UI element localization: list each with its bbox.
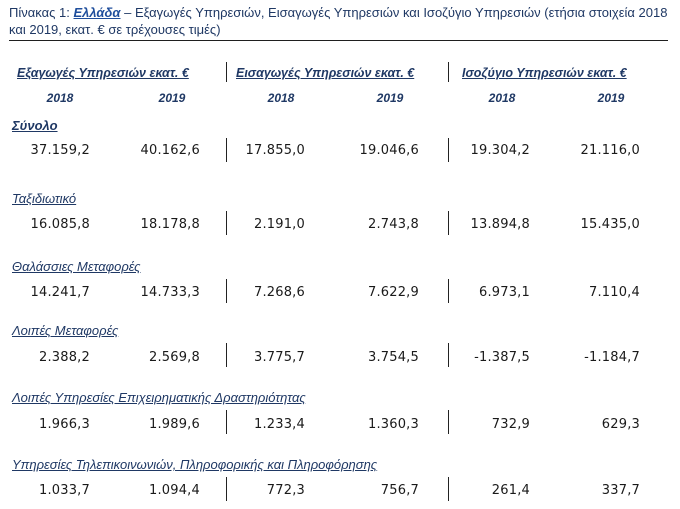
cell-value: 14.241,7: [30, 285, 90, 300]
cell-value: 772,3: [266, 483, 305, 498]
cell-value: 1.966,3: [38, 417, 90, 432]
year-exports-2019: 2019: [158, 91, 186, 105]
cell-value: 17.855,0: [245, 143, 305, 158]
header-separator: [448, 62, 449, 82]
header-exports: Εξαγωγές Υπηρεσιών εκατ. €: [17, 66, 189, 80]
row-label-travel: Ταξιδιωτικό: [12, 191, 77, 206]
row-label-other-business-services: Λοιπές Υπηρεσίες Επιχειρηματικής Δραστηριότητας: [12, 390, 306, 405]
cell-value: 7.268,6: [253, 285, 305, 300]
caption-text: – Εξαγωγές Υπηρεσιών, Εισαγωγές Υπηρεσιών και Ισοζύγιο Υπηρεσιών (ετήσια στοιχεία 2018 και 2019, εκατ. € σε τρέχουσες τιμές): [9, 5, 668, 37]
cell-value: 732,9: [491, 417, 530, 432]
cell-value: 1.094,4: [148, 483, 200, 498]
cell-value: 337,7: [601, 483, 640, 498]
caption-country: Ελλάδα: [73, 5, 121, 20]
cell-value: 261,4: [491, 483, 530, 498]
cell-value: 15.435,0: [580, 217, 640, 232]
cell-value: -1.184,7: [584, 350, 640, 365]
cell-value: 3.754,5: [367, 350, 419, 365]
header-separator: [226, 62, 227, 82]
cell-value: 21.116,0: [580, 143, 640, 158]
year-balance-2018: 2018: [488, 91, 516, 105]
cell-value: 14.733,3: [140, 285, 200, 300]
cell-value: 2.569,8: [148, 350, 200, 365]
header-balance: Ισοζύγιο Υπηρεσιών εκατ. €: [462, 66, 627, 80]
cell-value: 19.046,6: [359, 143, 419, 158]
cell-value: 1.233,4: [253, 417, 305, 432]
row-label-sea-transport: Θαλάσσιες Μεταφορές: [12, 259, 141, 274]
cell-value: 1.360,3: [367, 417, 419, 432]
cell-value: 6.973,1: [478, 285, 530, 300]
cell-value: 7.622,9: [367, 285, 419, 300]
cell-value: 2.743,8: [367, 217, 419, 232]
table-caption: [9, 4, 669, 38]
cell-value: 1.989,6: [148, 417, 200, 432]
header-imports: Εισαγωγές Υπηρεσιών εκατ. €: [236, 66, 415, 80]
cell-value: 13.894,8: [470, 217, 530, 232]
cell-value: 2.191,0: [253, 217, 305, 232]
cell-value: 3.775,7: [253, 350, 305, 365]
row-label-total: Σύνολο: [12, 118, 58, 133]
cell-value: 16.085,8: [30, 217, 90, 232]
cell-value: 40.162,6: [140, 143, 200, 158]
cell-value: 19.304,2: [470, 143, 530, 158]
year-balance-2019: 2019: [597, 91, 625, 105]
cell-value: 2.388,2: [38, 350, 90, 365]
cell-value: 18.178,8: [140, 217, 200, 232]
year-imports-2018: 2018: [267, 91, 295, 105]
cell-value: 629,3: [601, 417, 640, 432]
cell-value: 37.159,2: [30, 143, 90, 158]
row-label-other-transport: Λοιπές Μεταφορές: [12, 323, 119, 338]
cell-value: 7.110,4: [588, 285, 640, 300]
year-exports-2018: 2018: [46, 91, 74, 105]
cell-value: -1.387,5: [474, 350, 530, 365]
cell-value: 756,7: [380, 483, 419, 498]
caption-prefix: Πίνακας 1:: [9, 5, 74, 20]
top-rule: [9, 40, 668, 41]
cell-value: 1.033,7: [38, 483, 90, 498]
year-imports-2019: 2019: [376, 91, 404, 105]
row-label-telecom-services: Υπηρεσίες Τηλεπικοινωνιών, Πληροφορικής και Πληροφόρησης: [12, 457, 378, 472]
